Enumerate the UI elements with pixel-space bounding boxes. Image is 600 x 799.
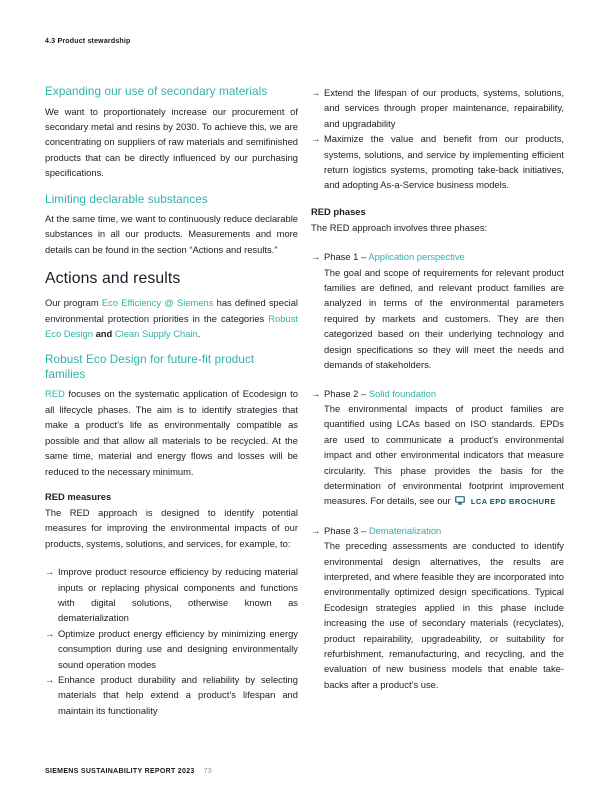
footer-page-number: 73 [203, 768, 212, 775]
list-item [45, 626, 298, 672]
phase-body [311, 538, 564, 692]
list-item [311, 85, 564, 131]
footer-report-title: SIEMENS SUSTAINABILITY REPORT 2023 [45, 768, 195, 775]
arrow-bullet-icon: → [311, 133, 321, 145]
text-segment: Phase 3 – [324, 524, 369, 536]
heading-red-measures: RED measures [45, 490, 112, 502]
bullet-text: Maximize the value and benefit from our products, systems, solutions, and service by implementing efficient return logistics systems, promoting take-back initiatives, and adopting As-a-Service business models. [324, 133, 564, 191]
phase-body [311, 401, 564, 510]
paragraph-actions-results [45, 295, 298, 341]
arrow-bullet-icon: → [311, 87, 321, 98]
arrow-bullet-icon: → [311, 387, 321, 399]
heading-secondary-materials: Expanding our use of secondary materials [45, 85, 268, 98]
section-red-phases [311, 206, 564, 235]
section-red-measures [45, 491, 298, 718]
phase-body [311, 265, 564, 373]
text-segment: and [95, 328, 113, 340]
text-segment: Phase 1 – [324, 251, 369, 263]
text-segment: The environmental impacts of product families are quantified using LCAs based on ISO standards. EPDs are used to communicate a product’s environmental impact and other environmental indicators that measure circularity. This phase provides the basis for the determination of environmental footprint improvement measures. For details, see our [324, 402, 564, 507]
inline-link[interactable]: Clean Supply Chain [114, 328, 198, 340]
text-segment: Phase 2 – [324, 387, 369, 399]
text-segment: Our program [45, 297, 102, 309]
brochure-link[interactable]: LCA EPD BROCHURE [470, 497, 556, 507]
left-column [45, 85, 298, 730]
inline-link[interactable]: Robust Eco Design [45, 312, 298, 340]
paragraph-red-measures-intro: The RED approach is designed to identify potential measures for improving the environmental impacts of our products, systems, solutions, and services, for example, to: [45, 506, 298, 549]
section-robust-eco-design [45, 353, 298, 478]
arrow-bullet-icon: → [311, 524, 321, 536]
section-secondary-materials [45, 85, 298, 181]
phase-item-2 [311, 386, 564, 510]
paragraph-robust-eco-design [45, 386, 298, 478]
text-segment: The goal and scope of requirements for relevant product families are defined, and relevant product families are analyzed in terms of the environmental parameters required by markets and customers. They are then categorized based on their underlying technology and design specifications so they will meet the needs and demands of stakeholders. [324, 266, 564, 371]
phase-item-3 [311, 523, 564, 692]
bullet-text: Improve product resource efficiency by reducing material inputs or replacing physical components and functions with digital solutions, otherwise known as dematerialization [58, 566, 298, 624]
text-segment: has defined special environmental protection priorities in the categories [45, 297, 299, 324]
phase-label-row [311, 523, 564, 538]
phase-item-1 [311, 249, 564, 372]
section-header: 4.3 Product stewardship [45, 38, 131, 45]
arrow-bullet-icon: → [45, 627, 55, 639]
arrow-bullet-icon: → [45, 566, 55, 578]
inline-link[interactable]: Application perspective [368, 251, 465, 263]
phase-label [324, 386, 564, 401]
inline-link[interactable]: Solid foundation [368, 387, 437, 399]
heading-robust-eco-design: Robust Eco Design for future-fit product families [45, 353, 255, 381]
red-measures-list [45, 564, 298, 718]
section-declarable-substances [45, 193, 298, 258]
inline-link[interactable]: Dematerialization [368, 524, 442, 536]
paragraph-secondary-materials: We want to proportionately increase our procurement of secondary metal and resins by 2030. To achieve this, we are concentrating on suppliers of raw materials and semifinished products that can be directly influenced by our purchasing specifications. [45, 105, 298, 179]
text-segment: focuses on the systematic application of Ecodesign to all lifecycle phases. The aim is to identify strategies that make a product’s life as environmentally compatible as possible and that allow all materials to be recycled. At the same time, material and energy flows and losses will be reduced to the necessary minimum. [45, 388, 298, 477]
arrow-bullet-icon: → [311, 251, 321, 263]
list-item [311, 131, 564, 193]
section-actions-results [45, 269, 298, 341]
paragraph-declarable-substances: At the same time, we want to continuously reduce declarable substances in all our products. Measurements and more details can be found in the section “Actions and results.” [45, 213, 298, 255]
text-segment: . [197, 328, 201, 340]
text-segment: The preceding assessments are conducted to identify environmental design alternatives, the results are interpreted, and where feasible they are incorporated into environmentally optimized design specifications. Typical Ecodesign strategies applied in this phase include increasing the use of secondary materials (recyclates), product repairability, upgradeability, or suitability for refurbishment, remanufacturing, and recycling, and the evaluation of new business models that enable take-backs after a product’s use. [324, 540, 564, 690]
list-item [45, 672, 298, 718]
phase-label [324, 523, 564, 538]
page-footer [45, 768, 212, 775]
list-item [45, 564, 298, 626]
bullet-text: Enhance product durability and reliability by selecting materials that help extend a product’s lifespan and maintain its functionality [58, 673, 298, 716]
two-column-layout [45, 85, 564, 730]
paragraph-red-phases-intro: The RED approach involves three phases: [311, 221, 488, 233]
phase-label-row [311, 386, 564, 401]
inline-link[interactable]: RED [45, 388, 65, 400]
screen-icon [455, 496, 465, 505]
heading-actions-results: Actions and results [45, 270, 181, 288]
inline-link[interactable]: Eco Efficiency @ Siemens [101, 297, 214, 309]
bullet-text: Optimize product energy efficiency by minimizing energy consumption during use and designing environmentally sound operation modes [58, 627, 298, 670]
arrow-bullet-icon: → [45, 673, 55, 685]
phase-label [324, 249, 564, 264]
bullet-text: Extend the lifespan of our products, systems, solutions, and services through proper maintenance, repairability, and upgradability [324, 87, 564, 129]
heading-red-phases: RED phases [311, 205, 366, 217]
red-measures-list-continued [311, 85, 564, 193]
heading-declarable-substances: Limiting declarable substances [45, 192, 208, 206]
right-column [311, 85, 564, 730]
phase-label-row [311, 249, 564, 264]
